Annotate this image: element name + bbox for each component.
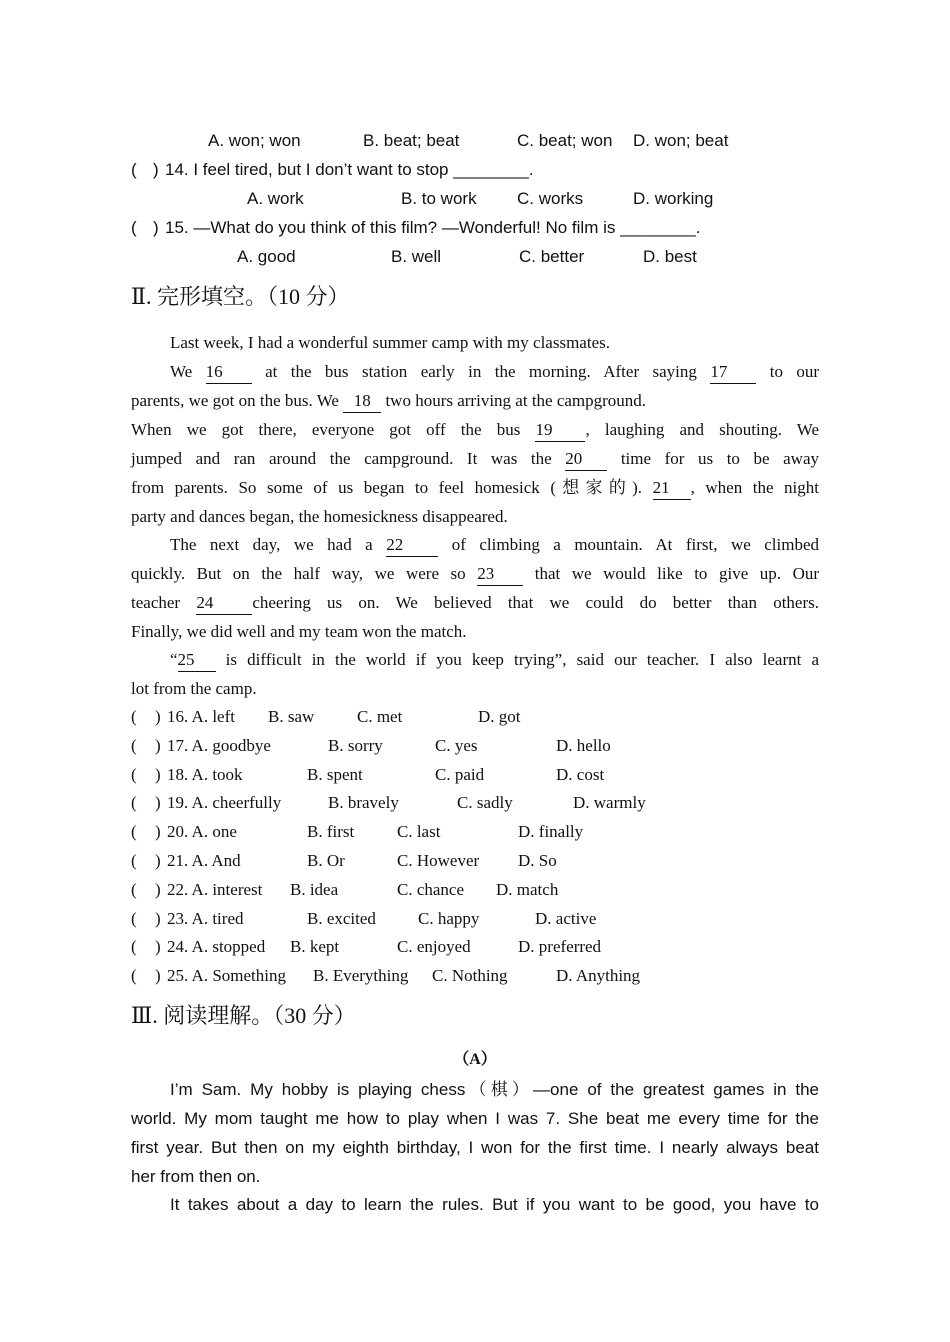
blank-17: 17 [710, 361, 756, 384]
question-option-d: D. got [478, 707, 521, 726]
q13-option-a: A. won; won [208, 131, 301, 150]
question-option-c: C. enjoyed [397, 937, 471, 957]
question-option-c: C. chance [397, 879, 465, 899]
question-option-a: 19. A. cheerfully [167, 793, 282, 813]
blank-20: 20 [565, 448, 607, 471]
q14-option-b: B. to work [401, 189, 477, 208]
q14-stem: 14. I feel tired, but I don’t want to stop ________. [165, 160, 534, 179]
answer-paren-open: ( [131, 879, 137, 899]
blank-16: 16 [206, 361, 252, 384]
q15-option-a: A. good [237, 247, 296, 266]
reading-line-5: It takes about a day to learn the rules. But if you want to be good, you have to [170, 1195, 819, 1214]
q14-answer-paren-close: ) [153, 160, 159, 179]
question-option-c: C. However [397, 851, 480, 870]
blank-21: 21 [653, 477, 691, 500]
q13-option-c: C. beat; won [517, 131, 613, 150]
cloze-line-8: The next day, we had a 22 of climbing a mountain. At first, we climbed [170, 530, 819, 559]
question-option-d: D. match [496, 879, 559, 899]
question-option-d: D. So [518, 851, 557, 870]
q14-option-c: C. works [517, 189, 584, 208]
question-option-a: 24. A. stopped [167, 937, 266, 957]
answer-paren-open: ( [131, 937, 137, 957]
q15-option-b: B. well [391, 247, 442, 266]
question-option-a: 16. A. left [167, 707, 235, 726]
cloze-line-5: jumped and ran around the campground. It was the 20 time for us to be away [131, 444, 819, 473]
question-option-c: C. met [357, 707, 403, 726]
reading-line-4: her from then on. [131, 1167, 261, 1186]
question-option-c: C. happy [418, 908, 480, 928]
q14-option-d: D. working [633, 189, 714, 208]
answer-paren-open: ( [131, 707, 137, 726]
cloze-line-13: lot from the camp. [131, 679, 257, 698]
answer-paren-close: ) [155, 879, 161, 899]
question-option-a: 21. A. And [167, 851, 241, 870]
question-option-a: 18. A. took [167, 764, 243, 784]
answer-paren-close: ) [155, 735, 161, 755]
question-option-a: 20. A. one [167, 822, 237, 842]
cloze-line-3: parents, we got on the bus. We 18 two hours arriving at the campground. [131, 386, 646, 415]
answer-paren-close: ) [155, 966, 161, 986]
section2-heading: Ⅱ. 完形填空。（10 分） [131, 284, 350, 309]
cloze-line-12: “25 is difficult in the world if you keep trying”, said our teacher. I also learnt a [170, 645, 819, 674]
blank-22: 22 [386, 534, 438, 557]
question-option-c: C. paid [435, 764, 485, 784]
question-option-b: B. kept [290, 937, 340, 957]
question-option-b: B. Or [307, 851, 345, 870]
question-option-b: B. first [307, 822, 355, 842]
question-option-b: B. sorry [328, 735, 383, 755]
answer-paren-close: ) [155, 851, 161, 870]
answer-paren-close: ) [155, 822, 161, 842]
question-option-d: D. cost [556, 764, 605, 784]
q14-answer-paren-open: ( [131, 160, 137, 179]
answer-paren-close: ) [155, 908, 161, 928]
q15-option-d: D. best [643, 247, 697, 266]
q15-option-c: C. better [519, 247, 585, 266]
blank-18: 18 [343, 390, 381, 413]
question-option-a: 25. A. Something [167, 966, 287, 986]
question-option-b: B. bravely [328, 793, 399, 813]
cloze-line-7: party and dances began, the homesickness disappeared. [131, 507, 508, 526]
answer-paren-open: ( [131, 851, 137, 870]
answer-paren-open: ( [131, 822, 137, 842]
reading-line-2: world. My mom taught me how to play when I was 7. She beat me every time for the [131, 1109, 819, 1128]
answer-paren-open: ( [131, 966, 137, 986]
answer-paren-close: ) [155, 937, 161, 957]
question-option-b: B. spent [307, 764, 363, 784]
question-option-b: B. saw [268, 707, 315, 726]
question-option-b: B. Everything [313, 966, 409, 986]
question-option-d: D. finally [518, 822, 584, 842]
question-option-a: 23. A. tired [167, 908, 244, 928]
question-option-d: D. hello [556, 735, 611, 755]
question-option-c: C. sadly [457, 793, 513, 813]
question-option-a: 17. A. goodbye [167, 735, 271, 755]
answer-paren-open: ( [131, 735, 137, 755]
question-option-d: D. active [535, 908, 597, 928]
q13-option-d: D. won; beat [633, 131, 729, 150]
cloze-line-6: from parents. So some of us began to feel homesick (想家的). 21 , when the night [131, 473, 819, 502]
answer-paren-open: ( [131, 793, 137, 813]
blank-23: 23 [477, 563, 523, 586]
answer-paren-close: ) [155, 793, 161, 813]
q15-stem: 15. —What do you think of this film? —Wonderful! No film is ________. [165, 218, 701, 237]
answer-paren-open: ( [131, 764, 137, 784]
blank-25: 25 [178, 649, 216, 672]
q13-option-b: B. beat; beat [363, 131, 460, 150]
section3-heading: Ⅲ. 阅读理解。（30 分） [131, 1003, 356, 1028]
reading-line-3: first year. But then on my eighth birthday, I won for the first time. I nearly always beat [131, 1138, 819, 1157]
question-option-d: D. warmly [573, 793, 646, 813]
cloze-line-11: Finally, we did well and my team won the match. [131, 622, 467, 641]
answer-paren-close: ) [155, 707, 161, 726]
question-option-d: D. preferred [518, 937, 602, 957]
question-option-b: B. idea [290, 879, 339, 899]
blank-19: 19 [535, 419, 585, 442]
answer-paren-close: ) [155, 764, 161, 784]
q15-answer-paren-open: ( [131, 218, 137, 237]
question-option-d: D. Anything [556, 966, 641, 986]
cloze-line-10: teacher 24 cheering us on. We believed that we could do better than others. [131, 588, 819, 617]
question-option-b: B. excited [307, 908, 376, 928]
question-option-a: 22. A. interest [167, 879, 263, 899]
cloze-line-2: We 16 at the bus station early in the morning. After saying 17 to our [170, 357, 819, 386]
q15-answer-paren-close: ) [153, 218, 159, 237]
blank-24: 24 [196, 592, 252, 615]
question-option-c: C. last [397, 822, 441, 842]
cloze-paragraph-1: Last week, I had a wonderful summer camp with my classmates. [170, 333, 610, 352]
passage-a-label: （A） [453, 1051, 497, 1068]
cloze-line-9: quickly. But on the half way, we were so 23 that we would like to give up. Our [131, 559, 819, 588]
question-option-c: C. Nothing [432, 966, 508, 986]
q14-option-a: A. work [247, 189, 304, 208]
cloze-line-4: When we got there, everyone got off the bus 19 , laughing and shouting. We [131, 415, 819, 444]
answer-paren-open: ( [131, 908, 137, 928]
reading-line-1: I’m Sam. My hobby is playing chess（棋）—one of the greatest games in the [170, 1080, 819, 1099]
question-option-c: C. yes [435, 735, 478, 755]
